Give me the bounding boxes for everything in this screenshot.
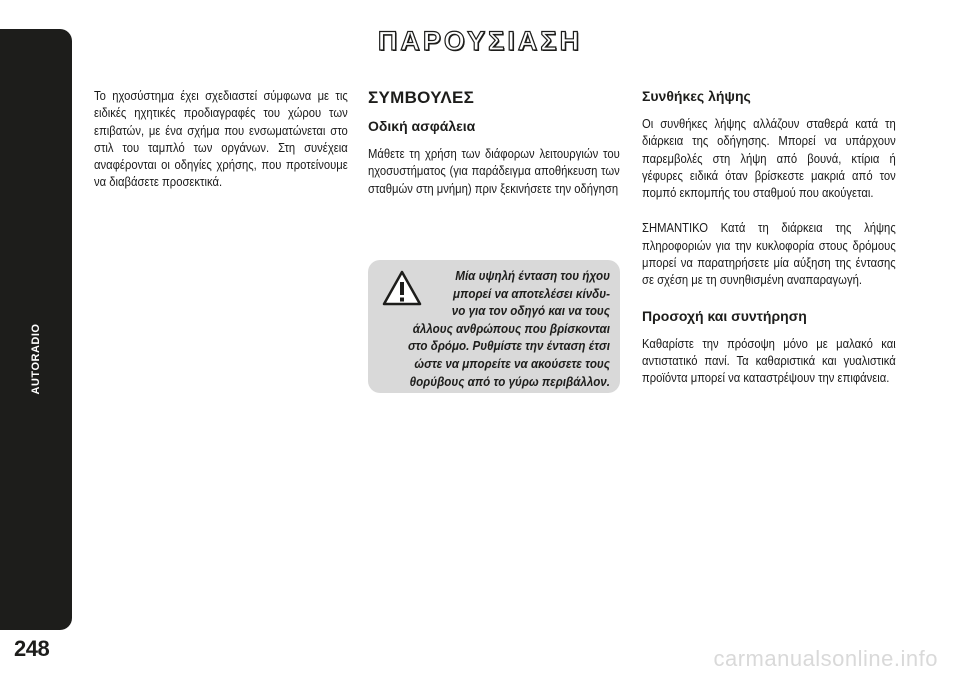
warning-line: στο δρόμο. Ρυθμίστε την ένταση έτσι bbox=[407, 339, 610, 354]
warning-line: νο για τον οδηγό και να τους bbox=[451, 304, 610, 319]
reception-paragraph: Οι συνθήκες λήψης αλλάζουν σταθερά κατά τη διάρκεια της οδήγησης. Μπορεί να υπάρχουν παρεμβολές στη λήψη από βουνά, κτίρια ή γέφυρες ειδικά όταν βρίσκεστε μακριά από τον πομπό εκπομπής του σταθμού που ακούγεται. bbox=[642, 117, 896, 201]
column-tips bbox=[368, 88, 620, 198]
tips-heading: ΣΥΜΒΟΥΛΕΣ bbox=[368, 88, 475, 107]
side-tab bbox=[0, 29, 72, 630]
column-intro bbox=[94, 88, 348, 192]
watermark: carmanualsonline.info bbox=[713, 646, 938, 671]
reception-heading: Συνθήκες λήψης bbox=[642, 88, 751, 104]
road-safety-heading: Οδική ασφάλεια bbox=[368, 118, 476, 134]
care-heading: Προσοχή και συντήρηση bbox=[642, 307, 807, 324]
page-number: 248 bbox=[14, 636, 50, 661]
warning-line: θορύβους από το γύρω περιβάλλον. bbox=[409, 374, 610, 389]
page-title: ΠΑΡΟΥΣΙΑΣΗ bbox=[377, 26, 583, 56]
warning-line: άλλους ανθρώπους που βρίσκονται bbox=[412, 321, 610, 336]
warning-line: μπορεί να αποτελέσει κίνδυ- bbox=[453, 286, 610, 301]
warning-line: Μία υψηλή ένταση του ήχου bbox=[455, 269, 610, 283]
care-paragraph: Καθαρίστε την πρόσοψη μόνο με μαλακό και αντιστατικό πανί. Τα καθαριστικά και γυαλιστικά προϊόντα μπορεί να καταστρέψουν την επιφάνεια. bbox=[642, 336, 896, 386]
warning-text bbox=[394, 268, 610, 391]
intro-paragraph: Το ηχοσύστημα έχει σχεδιαστεί σύμφωνα με τις ειδικές ηχητικές προδιαγραφές του χώρου των επιβατών, με ένα σχήμα που ενσωματώνεται στο στιλ του ταμπλό των οργάνων. Στη συνέχεια αναφέρονται οι οδηγίες χρήσης, που προτείνουμε να διαβάσετε προσεκτικά. bbox=[94, 89, 348, 190]
road-safety-paragraph: Μάθετε τη χρήση των διάφορων λειτουργιών του ηχοσυστήματος (για παράδειγμα αποθήκευση των σταθμών στη μνήμη) πριν ξεκινήσετε την οδήγηση bbox=[368, 147, 620, 196]
warning-box bbox=[368, 260, 620, 393]
warning-line: ώστε να μπορείτε να ακούσετε τους bbox=[414, 356, 610, 371]
section-label: AUTORADIO bbox=[30, 323, 42, 395]
important-paragraph: ΣΗΜΑΝΤΙΚΟ Κατά τη διάρκεια της λήψης πληροφοριών για την κυκλοφορία στους δρόμους μπορεί να παρατηρήσετε μία αύξηση της έντασης σε σχέση με τη συνηθισμένη αναπαραγωγή. bbox=[642, 221, 896, 288]
column-reception bbox=[642, 88, 896, 388]
